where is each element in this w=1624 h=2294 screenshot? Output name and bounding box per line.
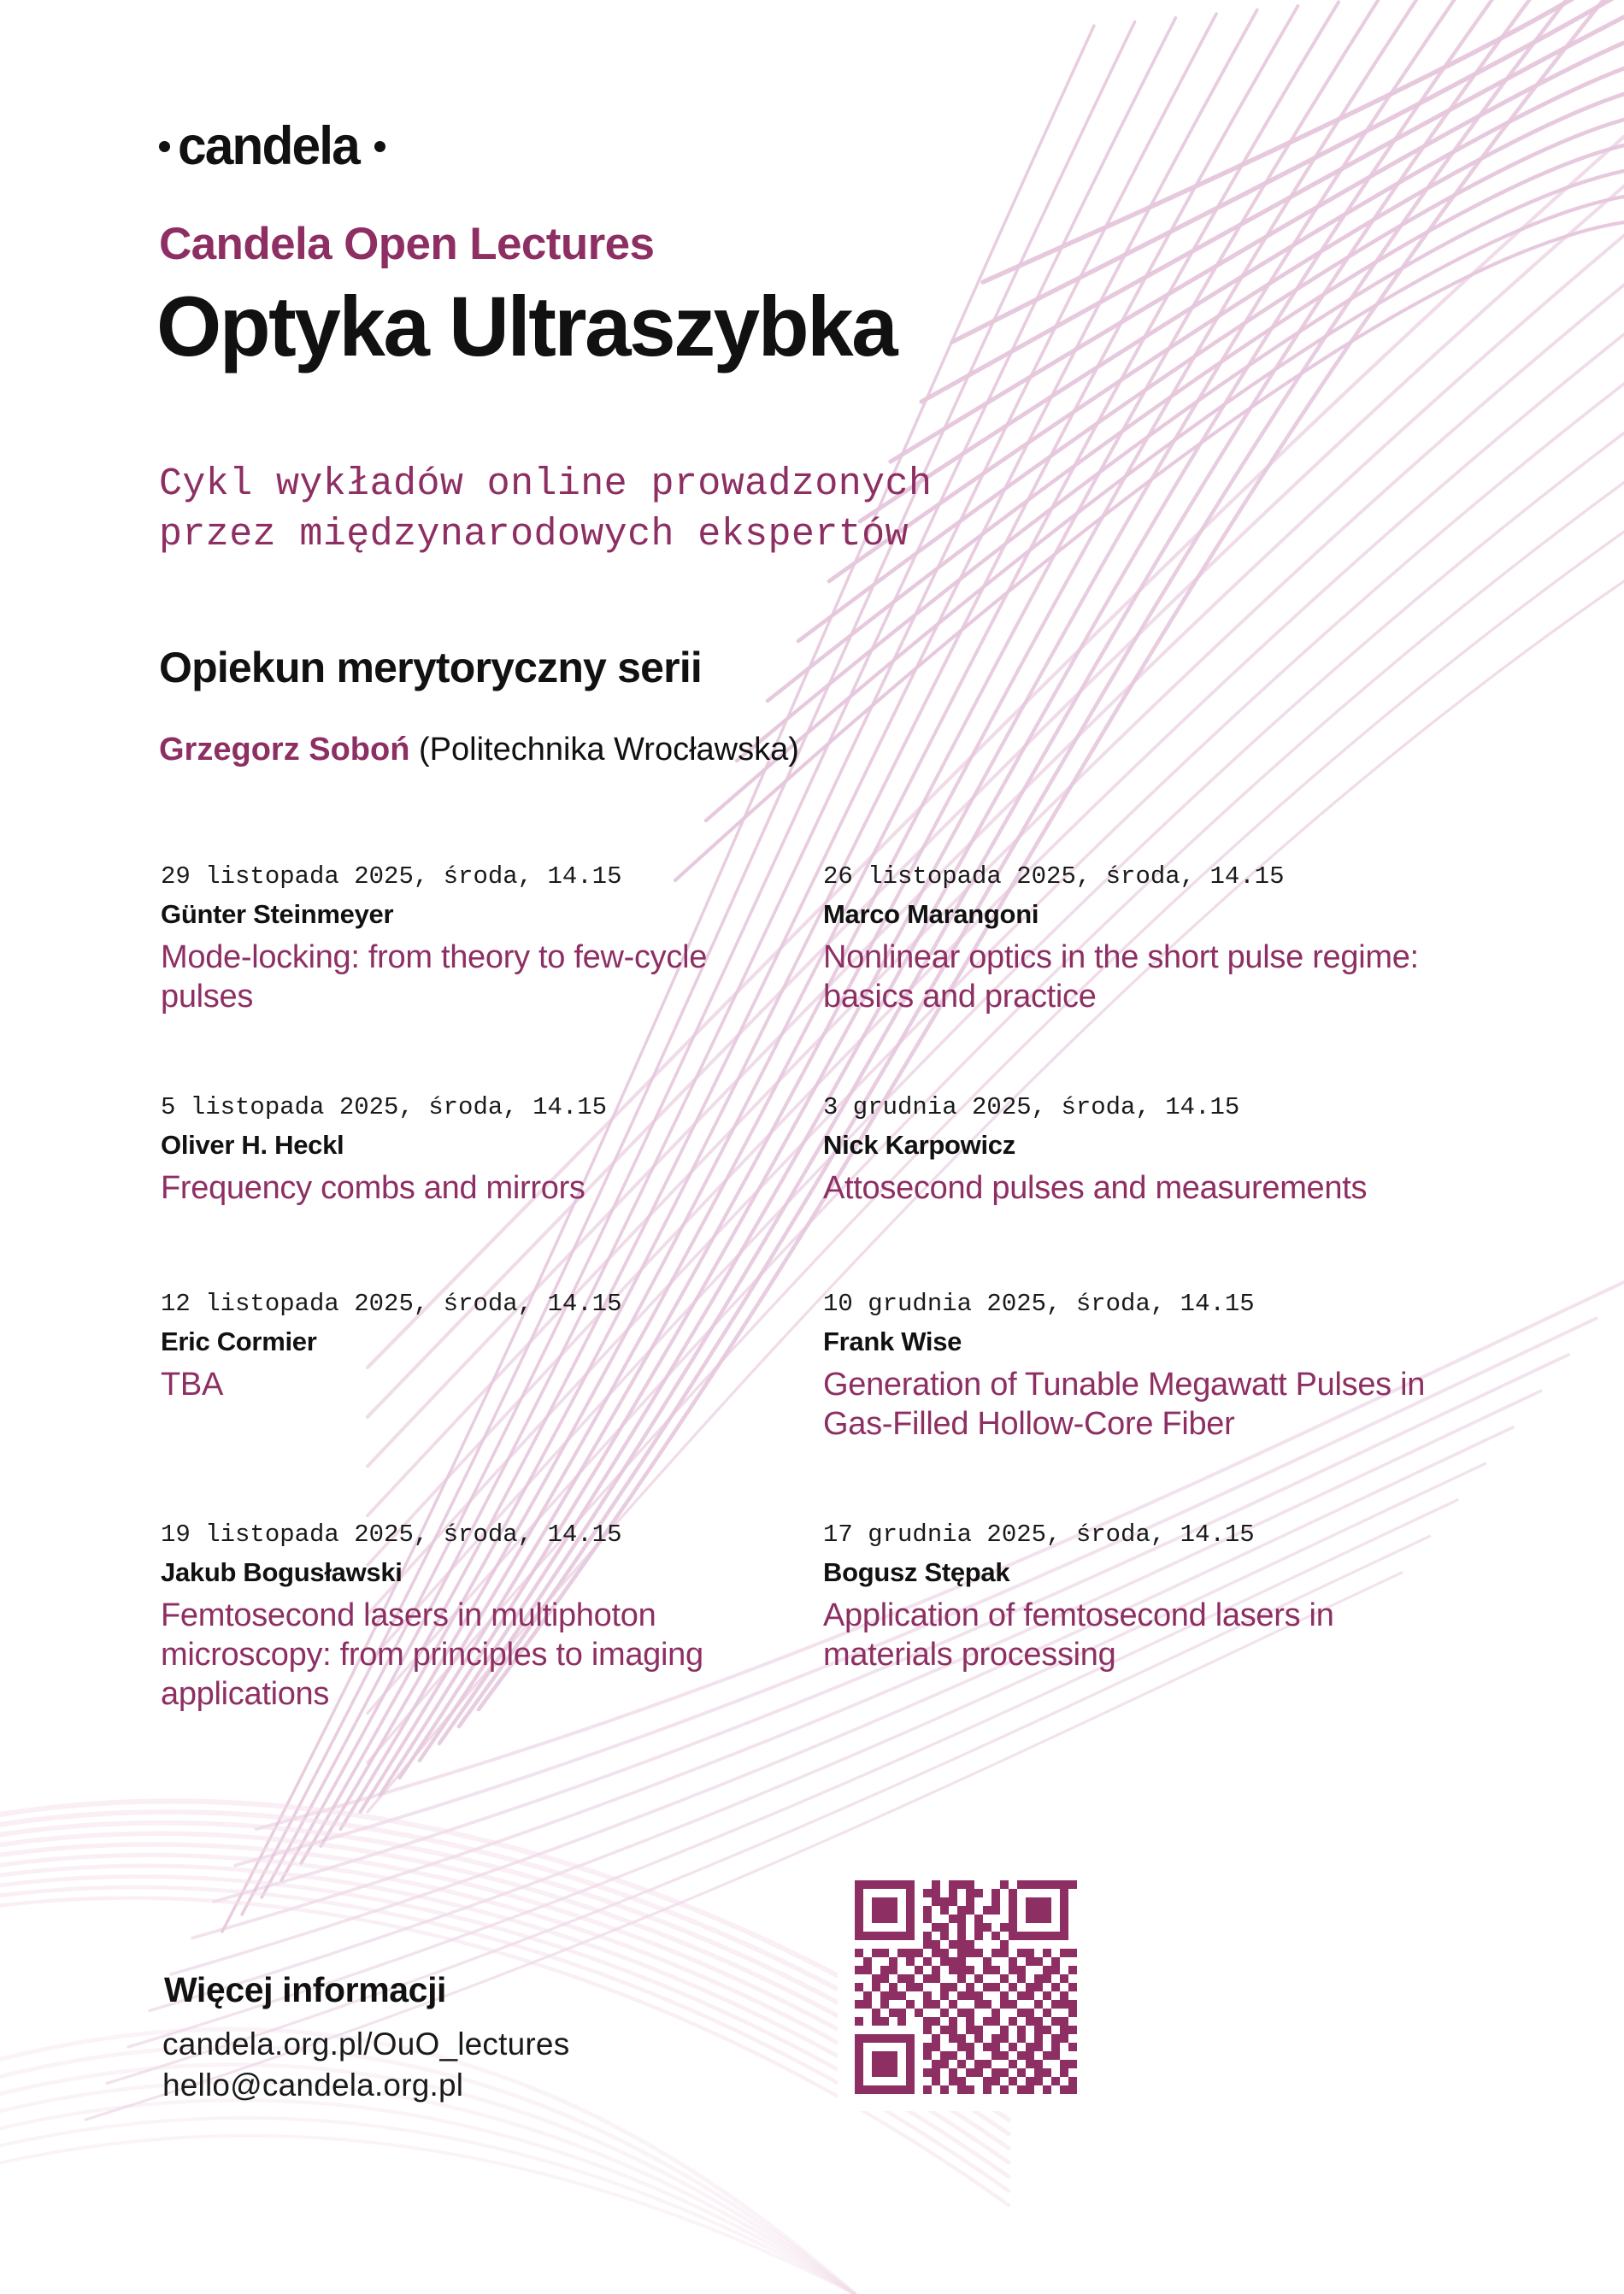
- contact-block: [162, 2024, 569, 2106]
- lecture-title: Femtosecond lasers in multiphoton microscopy: from principles to imaging applications: [161, 1597, 703, 1713]
- logo-wordmark: candela: [178, 116, 359, 176]
- lecture-title: Nonlinear optics in the short pulse regime: basics and practice: [823, 938, 1419, 1015]
- lecture-item[interactable]: [161, 1521, 785, 1715]
- lecture-date: 3 grudnia 2025, środa, 14.15: [823, 1093, 1240, 1121]
- lecture-title: Application of femtosecond lasers in materials processing: [823, 1597, 1334, 1673]
- lecture-date: 29 listopada 2025, środa, 14.15: [161, 862, 622, 891]
- more-info-heading: Więcej informacji: [164, 1970, 447, 2009]
- supervisor-line: [159, 731, 799, 770]
- lecture-item[interactable]: [161, 1094, 785, 1208]
- lecture-speaker: Bogusz Stępak: [823, 1556, 1010, 1587]
- lecture-speaker: Jakub Bogusławski: [161, 1556, 403, 1587]
- lecture-title: Mode-locking: from theory to few-cycle pulses: [161, 938, 708, 1015]
- subtitle-line-2: przez międzynarodowych ekspertów: [159, 512, 909, 556]
- lecture-title: Generation of Tunable Megawatt Pulses in Gas-Filled Hollow-Core Fiber: [823, 1366, 1426, 1442]
- subtitle-line-1: Cykl wykładów online prowadzonych: [159, 462, 933, 506]
- qr-code-icon[interactable]: [838, 1863, 1086, 2111]
- lecture-speaker: Oliver H. Heckl: [161, 1129, 344, 1160]
- lecture-date: 19 listopada 2025, środa, 14.15: [161, 1521, 622, 1549]
- lecture-speaker: Nick Karpowicz: [823, 1129, 1015, 1160]
- lecture-item[interactable]: [823, 1521, 1447, 1674]
- lecture-item[interactable]: [823, 863, 1447, 1016]
- lecture-item[interactable]: [161, 863, 785, 1016]
- supervisor-affiliation: (Politechnika Wrocławska): [419, 732, 799, 768]
- page-title: Optyka Ultraszybka: [156, 279, 897, 374]
- logo-dot-right-icon: [374, 141, 385, 152]
- lecture-title: TBA: [161, 1366, 224, 1403]
- website-link[interactable]: candela.org.pl/OuO_lectures: [162, 2026, 570, 2062]
- lecture-item[interactable]: [161, 1291, 785, 1404]
- candela-logo: [159, 116, 385, 176]
- lecture-speaker: Günter Steinmeyer: [161, 898, 394, 929]
- lecture-date: 10 grudnia 2025, środa, 14.15: [823, 1290, 1255, 1318]
- page-subtitle: [159, 460, 932, 560]
- lecture-date: 17 grudnia 2025, środa, 14.15: [823, 1521, 1255, 1549]
- lecture-speaker: Eric Cormier: [161, 1326, 317, 1356]
- lecture-item[interactable]: [823, 1291, 1447, 1444]
- lecture-speaker: Frank Wise: [823, 1326, 962, 1356]
- lecture-date: 12 listopada 2025, środa, 14.15: [161, 1290, 622, 1318]
- logo-dot-left-icon: [159, 141, 170, 152]
- lecture-speaker: Marco Marangoni: [823, 898, 1039, 929]
- lecture-date: 5 listopada 2025, środa, 14.15: [161, 1093, 608, 1121]
- email-link[interactable]: hello@candela.org.pl: [162, 2068, 464, 2103]
- lecture-date: 26 listopada 2025, środa, 14.15: [823, 862, 1285, 891]
- qr-code-canvas: [838, 1863, 1086, 2111]
- supervisor-section-heading: Opiekun merytoryczny serii: [159, 644, 703, 691]
- series-kicker: Candela Open Lectures: [159, 219, 655, 269]
- lecture-title: Frequency combs and mirrors: [161, 1169, 585, 1206]
- supervisor-name: Grzegorz Soboń: [159, 732, 410, 768]
- lecture-title: Attosecond pulses and measurements: [823, 1169, 1368, 1206]
- lecture-item[interactable]: [823, 1094, 1447, 1208]
